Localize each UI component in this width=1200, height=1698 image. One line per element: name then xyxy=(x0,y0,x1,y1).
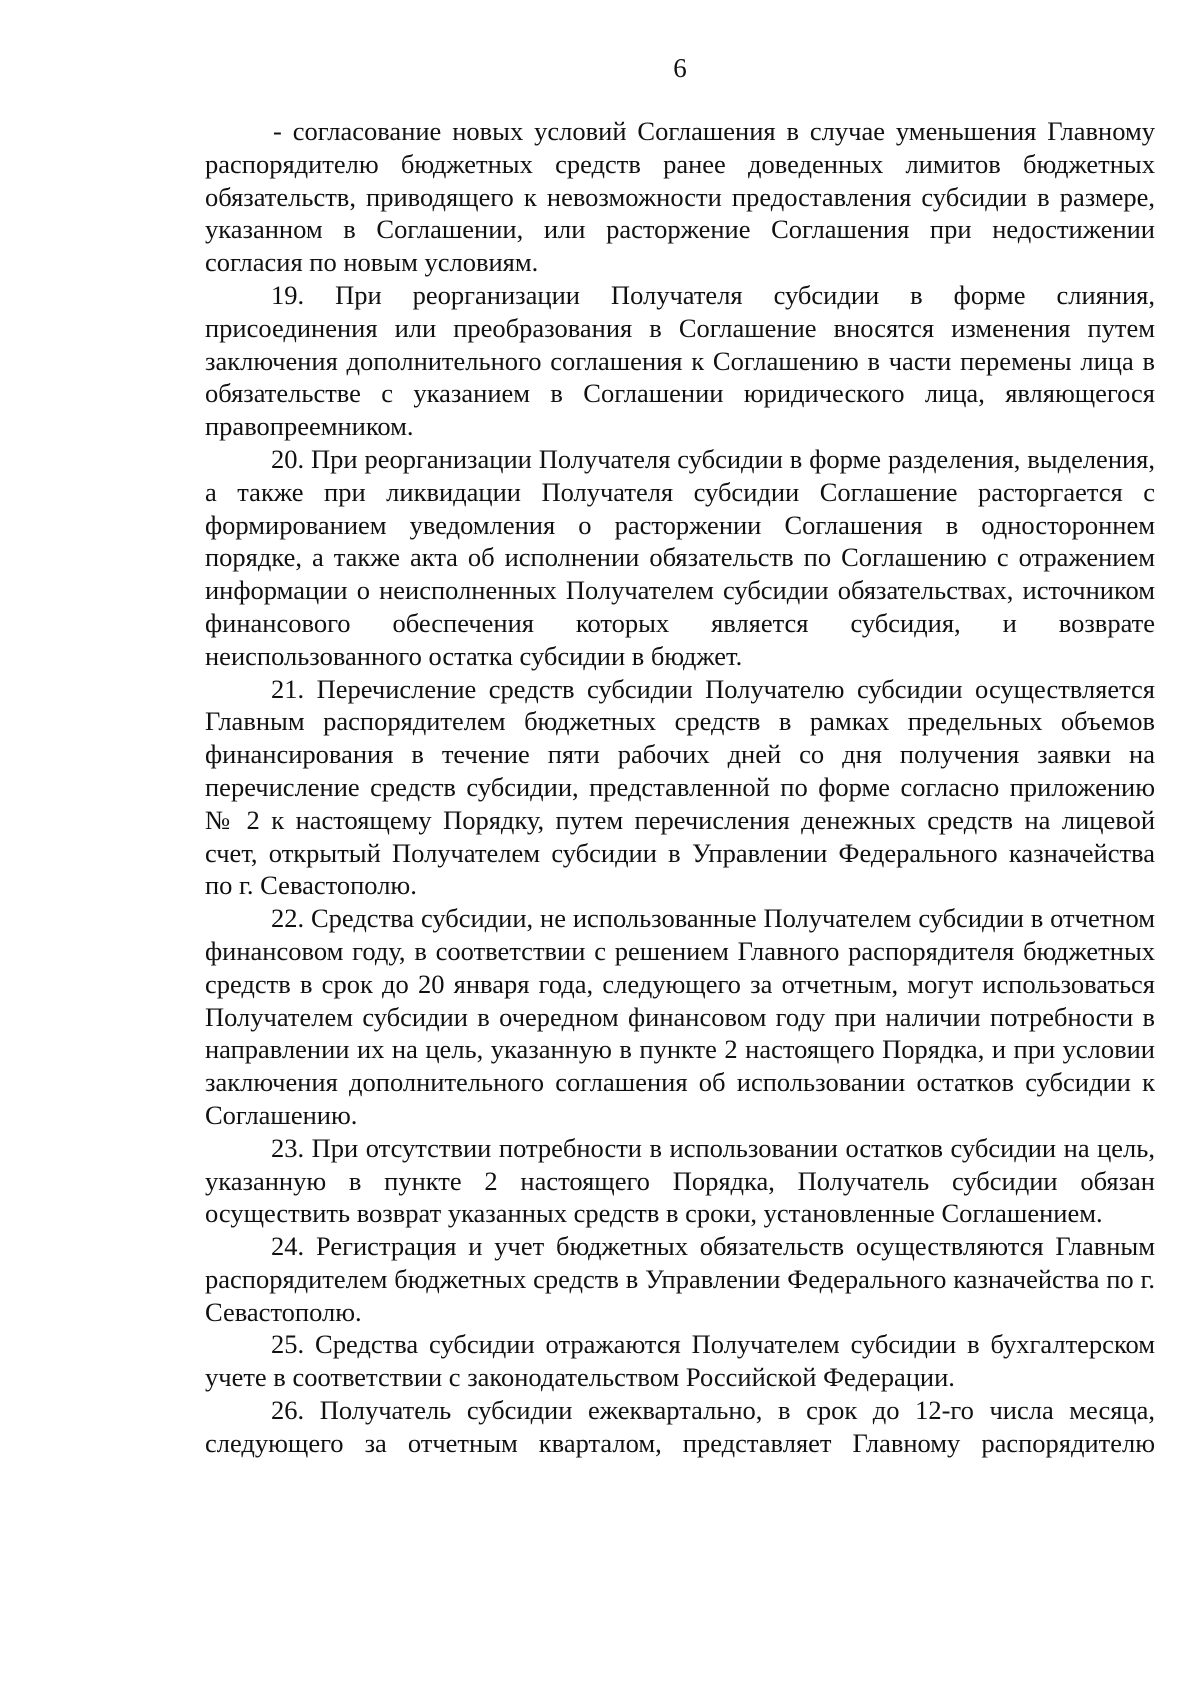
paragraph-20: 20. При реорганизации Получателя субсидии в форме разделения, выделения, а также при ликвидации Получателя субсидии Соглашение расторгается с формированием уведомления о расторжении Соглашения в одностороннем порядке, а также акта об исполнении обязательств по Соглашению с отражением информации о неисполненных Получателем субсидии обязательствах, источником финансового обеспечения которых является субсидия, и возврате неиспользованного остатка субсидии в бюджет. xyxy=(205,443,1155,671)
paragraph-26: 26. Получатель субсидии ежеквартально, в срок до 12-го числа месяца, следующего за отчетным кварталом, представляет Главному распорядителю xyxy=(205,1395,1155,1458)
document-body xyxy=(205,115,1155,1460)
paragraph-22: 22. Средства субсидии, не использованные Получателем субсидии в отчетном финансовом году, в соответствии с решением Главного распорядителя бюджетных средств в срок до 20 января года, следующего за отчетным, могут использоваться Получателем субсидии в очередном финансовом году при наличии потребности в направлении их на цель, указанную в пункте 2 настоящего Порядка, и при условии заключения дополнительного соглашения об использовании остатков субсидии к Соглашению. xyxy=(205,903,1155,1130)
paragraph-25: 25. Средства субсидии отражаются Получателем субсидии в бухгалтерском учете в соответствии с законодательством Российской Федерации. xyxy=(205,1329,1155,1393)
paragraph-21: 21. Перечисление средств субсидии Получателю субсидии осуществляется Главным распорядителем бюджетных средств в рамках предельных объемов финансирования в течение пяти рабочих дней со дня получения заявки на перечисление средств субсидии, представленной по форме согласно приложению № 2 к настоящему Порядку, путем перечисления денежных средств на лицевой счет, открытый Получателем субсидии в Управлении Федерального казначейства по г. Севастополю. xyxy=(205,673,1155,901)
page-number: 6 xyxy=(673,53,687,83)
paragraph-24: 24. Регистрация и учет бюджетных обязательств осуществляются Главным распорядителем бюджетных средств в Управлении Федерального казначейства по г. Севастополю. xyxy=(205,1231,1155,1327)
paragraph-23: 23. При отсутствии потребности в использовании остатков субсидии на цель, указанную в пункте 2 настоящего Порядка, Получатель субсидии обязан осуществить возврат указанных средств в сроки, установленные Соглашением. xyxy=(205,1132,1155,1229)
paragraph-agreement-terms: - согласование новых условий Соглашения в случае уменьшения Главному распорядителю бюджетных средств ранее доведенных лимитов бюджетных обязательств, приводящего к невозможности предоставления субсидии в размере, указанном в Соглашении, или расторжение Соглашения при недостижении согласия по новым условиям. xyxy=(205,116,1155,278)
paragraph-19: 19. При реорганизации Получателя субсидии в форме слияния, присоединения или преобразования в Соглашение вносятся изменения путем заключения дополнительного соглашения к Соглашению в части перемены лица в обязательстве с указанием в Соглашении юридического лица, являющегося правопреемником. xyxy=(205,279,1155,442)
